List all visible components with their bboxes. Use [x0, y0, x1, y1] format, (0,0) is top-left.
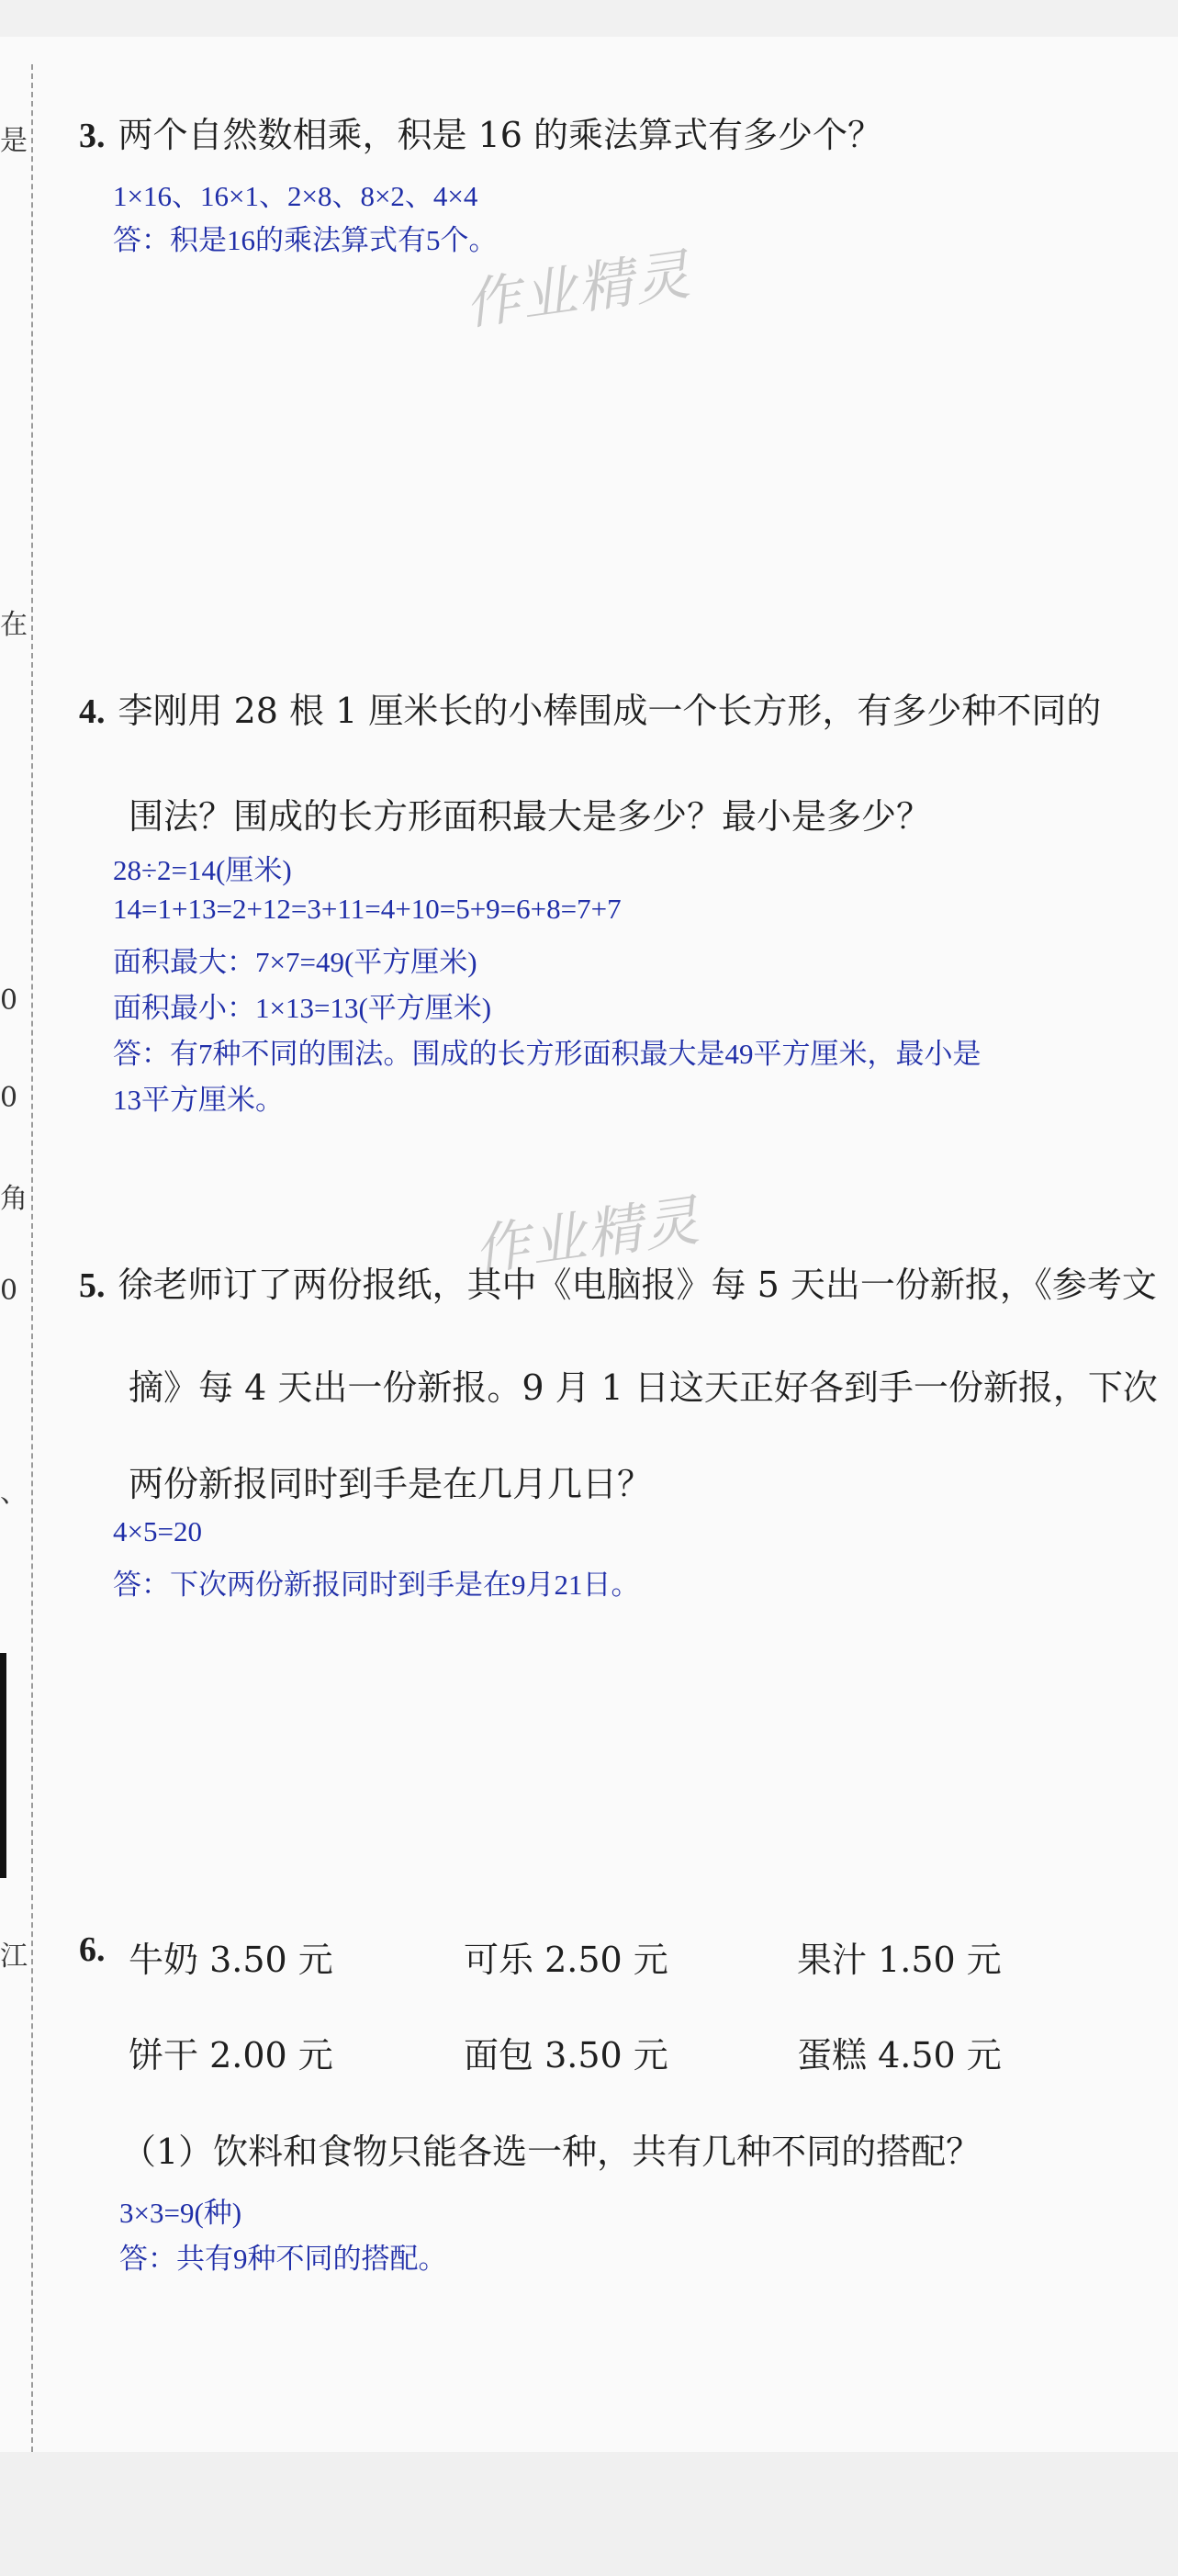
answer-line: 1×16、16×1、2×8、8×2、4×4: [113, 180, 478, 212]
margin-char: 0: [0, 984, 18, 1017]
question-number: 5.: [79, 1266, 106, 1305]
answer-line: 面积最小：1×13=13(平方厘米): [113, 992, 492, 1024]
margin-char: 0: [0, 1275, 18, 1307]
answer-line: 面积最大：7×7=49(平方厘米): [113, 946, 477, 978]
margin-black-bar: [0, 1653, 6, 1878]
bottom-band: [0, 2452, 1178, 2576]
watermark: 作业精灵: [470, 1188, 705, 1284]
sub-question-1: （1）饮料和食物只能各选一种，共有几种不同的搭配？: [121, 2132, 982, 2172]
menu-item: 可乐 2.50 元: [464, 1940, 668, 1980]
margin-char: 0: [0, 1082, 18, 1114]
question-text: 徐老师订了两份报纸，其中《电脑报》每 5 天出一份新报，《参考文: [118, 1265, 1157, 1305]
menu-item: 饼干 2.00 元: [129, 2035, 333, 2075]
answer-line: 4×5=20: [113, 1515, 202, 1547]
answer-line: 14=1+13=2+12=3+11=4+10=5+9=6+8=7+7: [113, 893, 622, 925]
margin-cut-line: [31, 64, 33, 2452]
question-number: 4.: [79, 692, 106, 731]
margin-char: 在: [0, 609, 28, 641]
watermark: 作业精灵: [461, 242, 696, 338]
question-text: 李刚用 28 根 1 厘米长的小棒围成一个长方形，有多少种不同的: [118, 691, 1102, 731]
question-text: 两个自然数相乘，积是 16 的乘法算式有多少个？: [118, 115, 883, 155]
top-band: [0, 0, 1178, 37]
answer-line: 答：共有9种不同的搭配。: [119, 2243, 447, 2275]
margin-char: 、: [0, 1477, 28, 1509]
margin-char: 是: [0, 125, 28, 157]
answer-line: 3×3=9(种): [119, 2197, 242, 2229]
question-4: [79, 693, 1101, 729]
menu-item: 牛奶 3.50 元: [129, 1940, 333, 1980]
menu-item: 蛋糕 4.50 元: [797, 2035, 1002, 2075]
answer-line: 13平方厘米。: [113, 1084, 284, 1116]
question-5: [79, 1267, 1157, 1303]
menu-item: 果汁 1.50 元: [797, 1940, 1002, 1980]
answer-line: 答：下次两份新报同时到手是在9月21日。: [113, 1569, 640, 1601]
question-text: 两份新报同时到手是在几月几日？: [129, 1464, 653, 1504]
margin-char: 江: [0, 1940, 28, 1973]
question-number: 3.: [79, 117, 106, 155]
answer-line: 答：积是16的乘法算式有5个。: [113, 224, 498, 256]
question-number: 6.: [79, 1930, 106, 1969]
question-6: [79, 1931, 118, 1967]
answer-line: 答：有7种不同的围法。围成的长方形面积最大是49平方厘米，最小是: [113, 1038, 982, 1070]
question-3: [79, 115, 883, 155]
question-text: 围法？围成的长方形面积最大是多少？最小是多少？: [129, 796, 932, 837]
menu-item: 面包 3.50 元: [464, 2035, 668, 2075]
answer-line: 28÷2=14(厘米): [113, 854, 292, 886]
question-text: 摘》每 4 天出一份新报。9 月 1 日这天正好各到手一份新报，下次: [129, 1367, 1158, 1408]
margin-char: 角: [0, 1183, 28, 1215]
